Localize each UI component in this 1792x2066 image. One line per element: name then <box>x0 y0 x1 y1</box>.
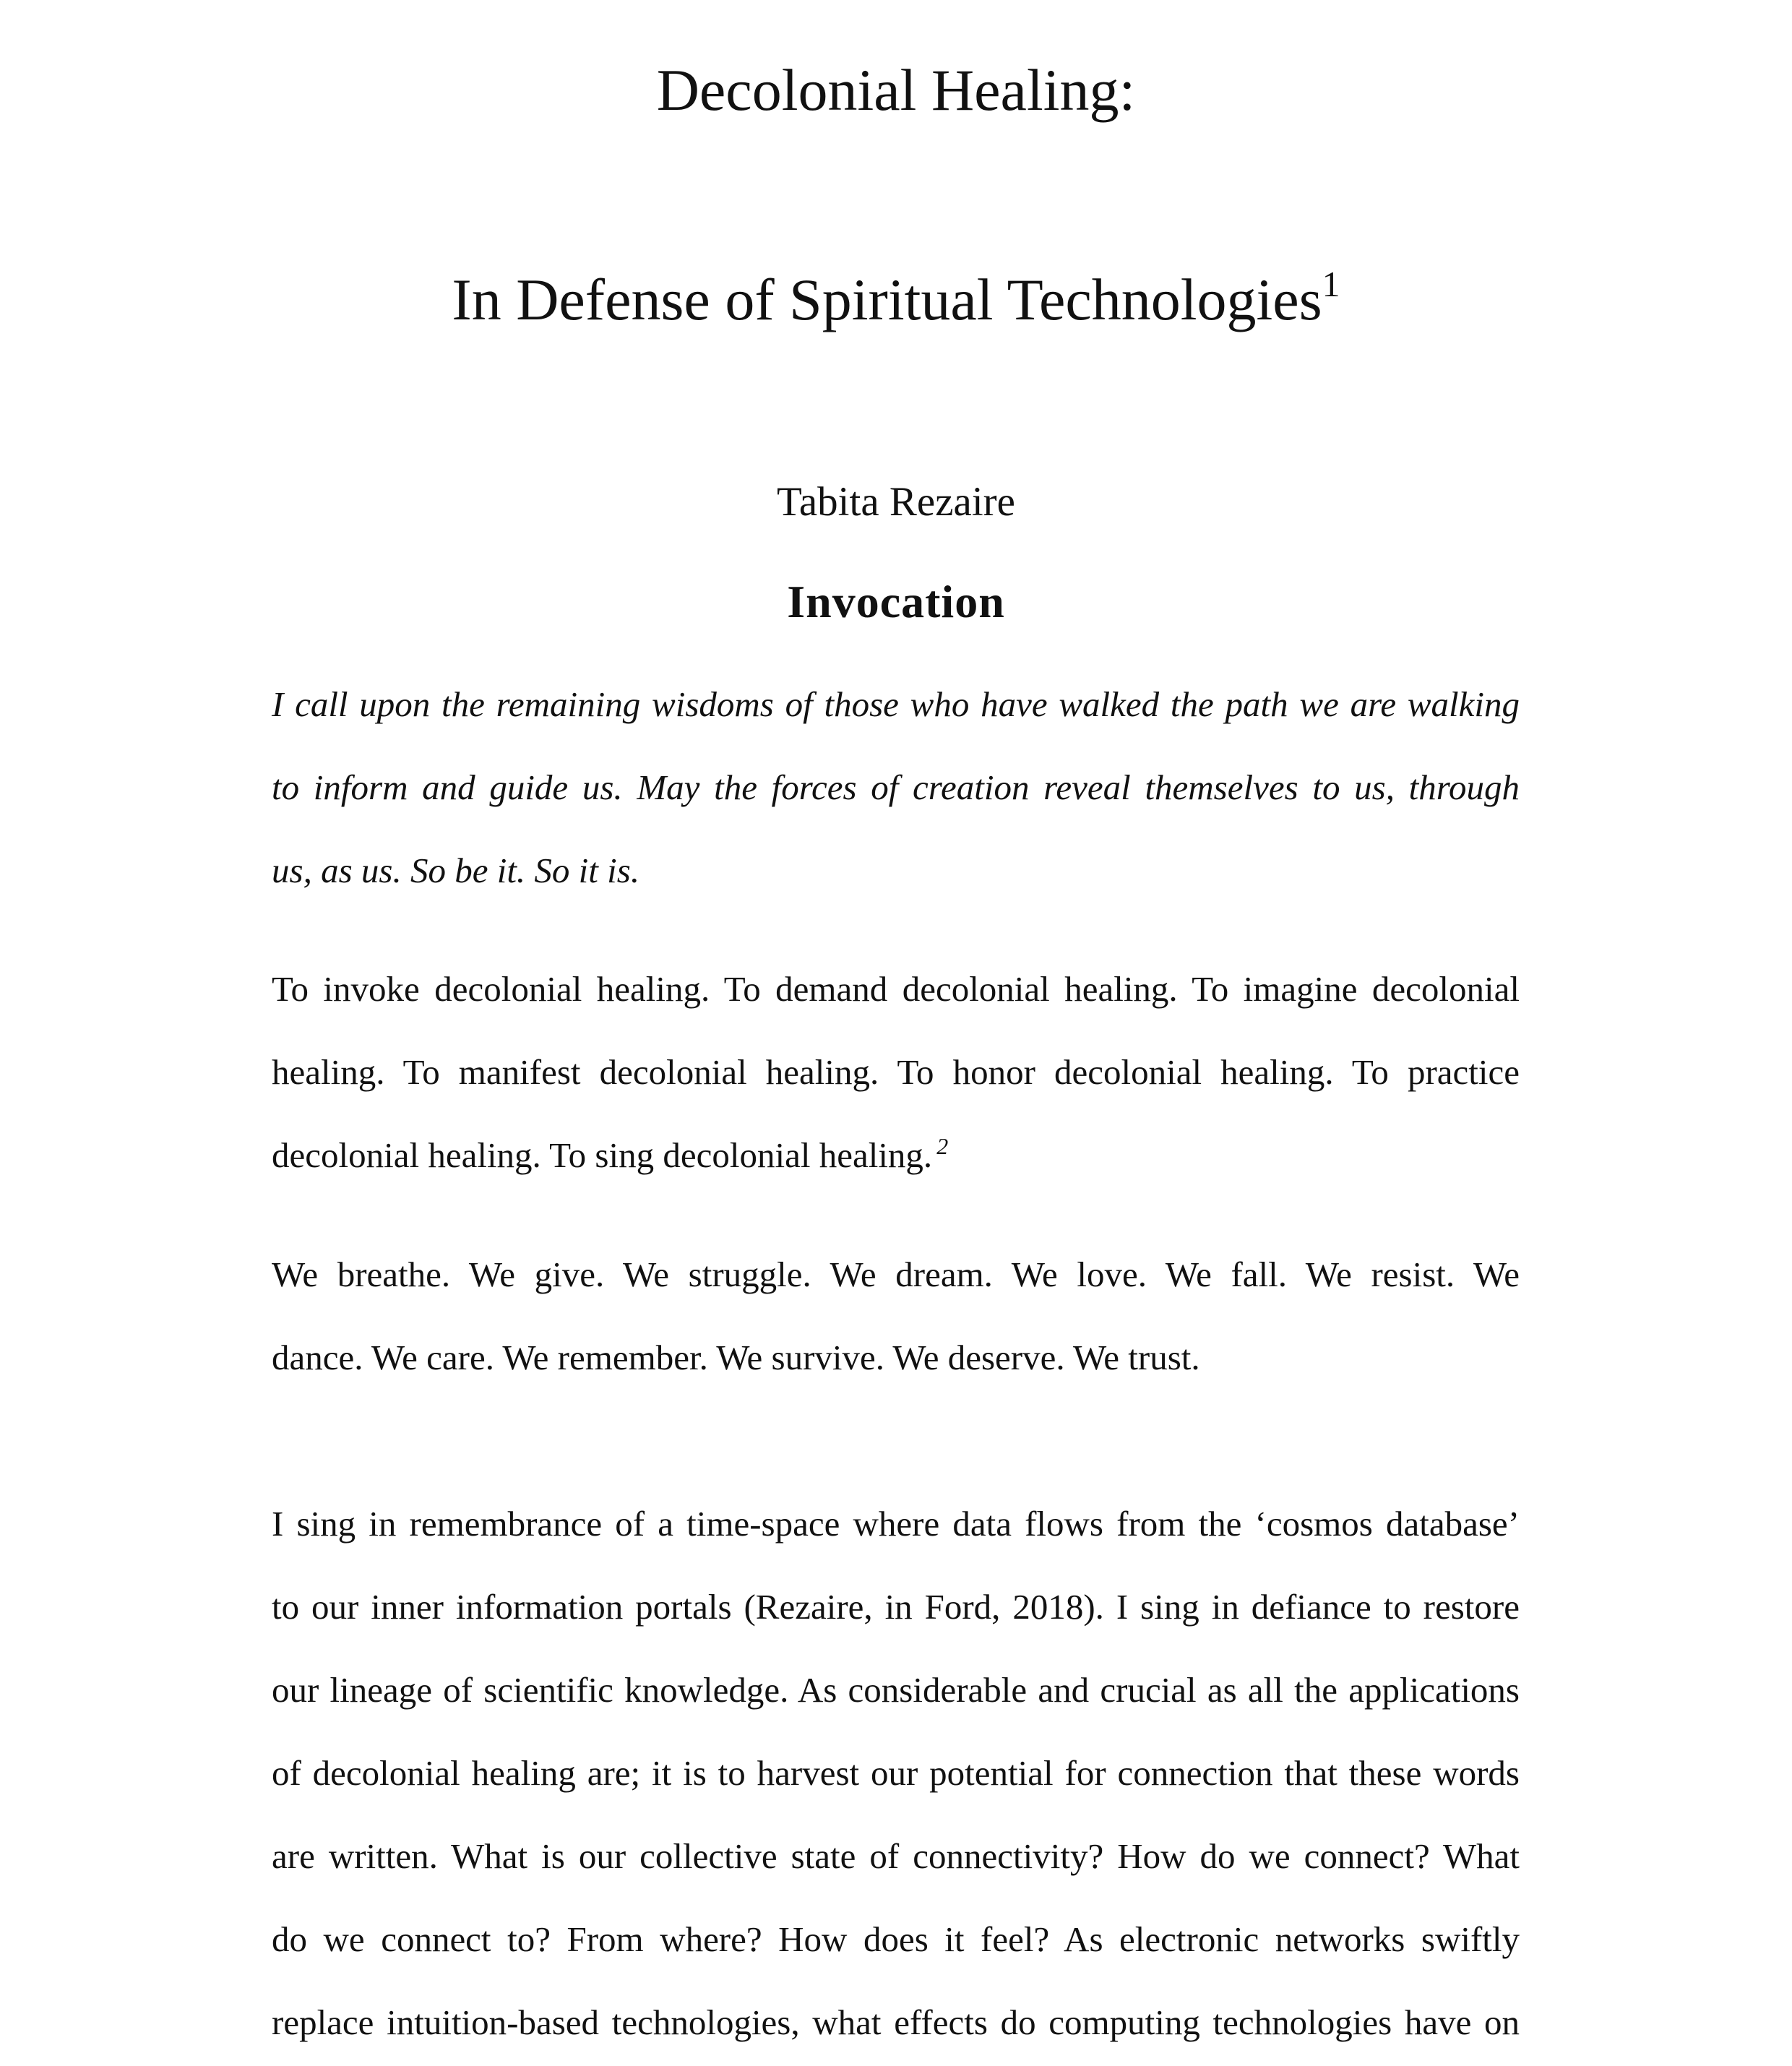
section-heading: Invocation <box>787 576 1005 627</box>
paragraph-we <box>272 1233 1520 1399</box>
invocation-paragraph <box>272 663 1520 912</box>
text-line: We breathe. We give. We struggle. We dream. We love. We fall. We resist. We <box>272 1254 1520 1294</box>
text-line: us, as us. So be it. So it is. <box>272 851 640 890</box>
text-line: I call upon the remaining wisdoms of those who have walked the path we are walking <box>272 684 1520 724</box>
text-line: decolonial healing. To sing decolonial healing. <box>272 1135 933 1175</box>
text-line: of decolonial healing are; it is to harvest our potential for connection that these words <box>272 1753 1520 1793</box>
text-line: our lineage of scientific knowledge. As considerable and crucial as all the applications <box>272 1670 1520 1710</box>
text-line: To invoke decolonial healing. To demand decolonial healing. To imagine decolonial <box>272 969 1520 1009</box>
text-line: to our inner information portals (Rezaire, in Ford, 2018). I sing in defiance to restore <box>272 1587 1520 1627</box>
document-title-line-2 <box>0 264 1792 336</box>
paragraph-sing <box>272 1482 1520 2064</box>
footnote-mark-2[interactable]: 2 <box>936 1133 949 1159</box>
author-name: Tabita Rezaire <box>777 479 1015 525</box>
title-footnote-mark[interactable]: 1 <box>1322 264 1340 304</box>
text-line: dance. We care. We remember. We survive. We deserve. We trust. <box>272 1338 1200 1377</box>
text-line: healing. To manifest decolonial healing. To honor decolonial healing. To practice <box>272 1052 1520 1092</box>
text-line: do we connect to? From where? How does it feel? As electronic networks swiftly <box>272 1919 1520 1959</box>
text-line: to inform and guide us. May the forces of creation reveal themselves to us, through <box>272 767 1520 807</box>
text-line: are written. What is our collective state of connectivity? How do we connect? What <box>272 1836 1520 1876</box>
text-line: replace intuition-based technologies, what effects do computing technologies have on <box>272 2002 1520 2042</box>
text-line: I sing in remembrance of a time-space where data flows from the ‘cosmos database’ <box>272 1504 1520 1544</box>
text-line-with-footnote <box>272 1114 1520 1197</box>
title-text-1: Decolonial Healing: <box>656 57 1136 123</box>
document-title-line-1 <box>0 54 1792 126</box>
title-text-2: In Defense of Spiritual Technologies <box>452 267 1322 332</box>
paragraph-invoke <box>272 947 1520 1197</box>
